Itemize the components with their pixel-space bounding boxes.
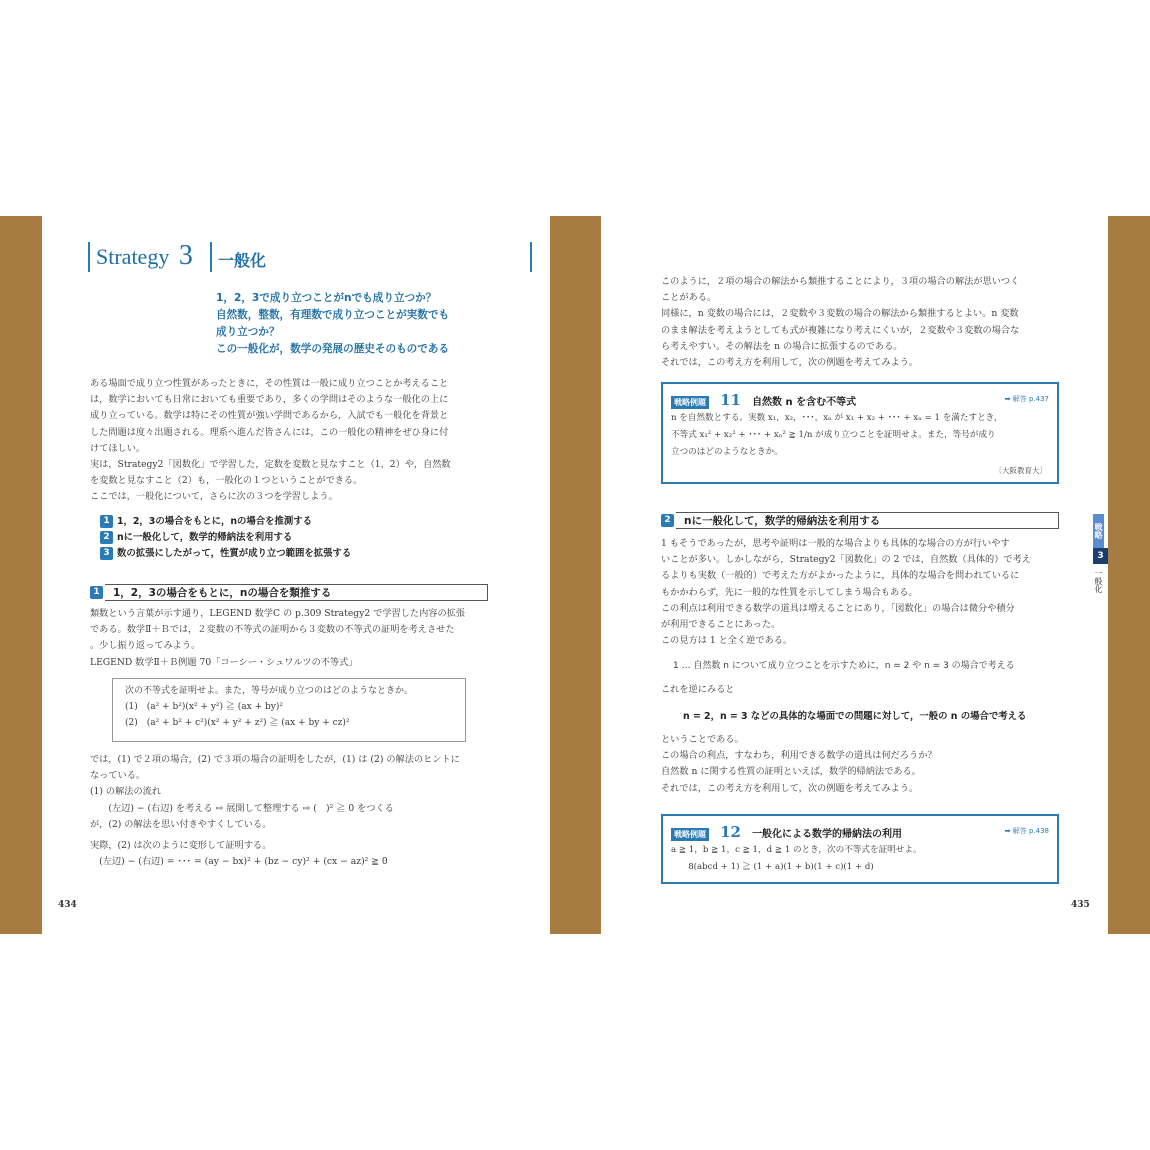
body-line: である。数学Ⅱ＋Ｂでは，２変数の不等式の証明から３変数の不等式の証明を考えさせた [90, 624, 455, 636]
body-line: (1) の解法の流れ [90, 786, 162, 798]
heading-rule-mid [210, 242, 212, 272]
example-line: a ≧ 1，b ≧ 1，c ≧ 1，d ≧ 1 のとき，次の不等式を証明せよ。 [671, 845, 922, 855]
points-list [100, 514, 351, 562]
problem-line: 次の不等式を証明せよ。また，等号が成り立つのはどのようなときか。 [125, 686, 414, 696]
body-line: 実は，Strategy2「図数化」で学習した，定数を変数と見なすこと（1，2）や，自然数 [90, 459, 451, 471]
body-line: それでは，この考え方を利用して，次の例題を考えてみよう。 [661, 357, 919, 369]
body-line: 同様に，n 変数の場合には，２変数や３変数の場合の解法から類推するとよい。n 変数 [661, 308, 1019, 320]
section-1-body [90, 606, 465, 671]
example-line: 不等式 x₁² + x₂² + ･･･ + xₙ² ≧ 1/n が成り立つことを証明せよ。また，等号が成り [671, 430, 996, 440]
side-tab [1093, 514, 1108, 598]
page-number: 435 [1071, 900, 1090, 910]
example-body [671, 410, 1049, 461]
body-line: 類数という言葉が示す通り，LEGEND 数学C の p.309 Strategy2 で学習した内容の拡張 [90, 608, 466, 619]
example-11-box [661, 382, 1059, 484]
strategy-label [96, 240, 193, 272]
body-line: のまま解法を考えようとしても式が複雑になり考えにくいが，２変数や３変数の場合な [661, 324, 1020, 336]
body-line: るよりも実数（一般的）で考えた方がよかったように，具体的な場合を問われているに [661, 570, 1020, 582]
point-item [100, 514, 351, 530]
example-line: 立つのはどのようなときか。 [671, 447, 783, 457]
point-badge: 1 [100, 515, 113, 528]
heading-rule-left [88, 242, 90, 272]
heading-rule-right [530, 242, 532, 272]
body-line: 自然数 n に関する性質の証明といえば，数学的帰納法である。 [661, 766, 921, 778]
body-line: けてほしい。 [90, 442, 146, 454]
intro-line: 成り立つか？ [216, 326, 280, 338]
body-line: (左辺) − (右辺) を考える ⇨ 展開して整理する ⇨ ( )² ≧ 0 をつくる [90, 802, 394, 814]
left-inner-edge [550, 216, 601, 934]
example-tag: 戦略例題 [671, 828, 709, 841]
body-line: この場合の利点，すなわち，利用できる数学の道具は何だろうか？ [661, 750, 937, 762]
strategy-word: Strategy [96, 244, 170, 269]
section-badge: 2 [661, 514, 674, 527]
body-line: ここでは，一般化について，さらに次の３つを学習しよう。 [90, 491, 338, 503]
body-line: 実際，(2) は次のように変形して証明する。 [90, 840, 272, 851]
body-line: ある場面で成り立つ性質があったときに，その性質は一般に成り立つことか考えること [90, 378, 449, 389]
intro-block [216, 290, 449, 358]
body-line: が，(2) の解法を思い付きやすくしている。 [90, 818, 272, 830]
example-header [671, 822, 1049, 840]
body-line: では，(1) で２項の場合，(2) で３項の場合の証明をしたが，(1) は (2) の解法のヒントに [90, 754, 460, 765]
body-line: もかかわらず，先に一般的な性質を示してしまう場合もある。 [661, 586, 918, 598]
example-body [671, 842, 1049, 876]
body-line: LEGEND 数学Ⅱ＋Ｂ例題 70「コーシー・シュワルツの不等式」 [90, 656, 358, 668]
body-line: この見方は 1 と全く逆である。 [661, 635, 793, 647]
example-header [671, 390, 1049, 408]
point-item [100, 530, 351, 546]
left-page [42, 216, 550, 934]
right-top-text [661, 274, 1019, 371]
side-tab-label: 一般化 [1094, 569, 1103, 593]
side-tab-number: 3 [1093, 548, 1108, 564]
example-line: 8(abcd + 1) ≧ (1 + a)(1 + b)(1 + c)(1 + d) [671, 862, 874, 872]
example-tag: 戦略例題 [671, 396, 709, 409]
after-box-text [90, 752, 460, 833]
problem-box [112, 678, 466, 742]
actual-text [90, 838, 388, 870]
left-outer-edge [0, 216, 42, 934]
body-line: を変数と見なすこと（2）も，一般化の１つということができる。 [90, 475, 363, 487]
body-text [90, 376, 510, 506]
point-badge: 2 [100, 531, 113, 544]
page-title: 一般化 [218, 251, 267, 270]
answer-ref: ➡ 解答 p.438 [1004, 827, 1049, 835]
body-line: 成り立っている。数学は特にその性質が強い学問であるから，入試でも一般化を背景と [90, 410, 449, 422]
body-line: 1 もそうであったが，思考や証明は一般的な場合よりも具体的な場合の方が行いやす [661, 538, 1010, 549]
body-line: この利点は利用できる数学の道具は増えることにあり，「図数化」の場合は微分や積分 [661, 602, 1015, 614]
section-title: 1，2，3の場合をもとに，nの場合を類推する [105, 584, 488, 601]
example-title: 自然数 n を含む不等式 [752, 397, 857, 408]
section-2-body [661, 536, 1031, 649]
problem-line: (1) (a² + b²)(x² + y²) ≧ (ax + by)² [125, 702, 283, 713]
point-item [100, 546, 351, 562]
body-line: ことがある。 [661, 292, 717, 304]
body-line: それでは，この考え方を利用して，次の例題を考えてみよう。 [661, 782, 919, 794]
point-badge: 3 [100, 547, 113, 560]
example-number: 11 [720, 391, 741, 409]
flow-line-1: 1 … 自然数 n について成り立つことを示すために，n = 2 や n = 3 の場合で考える [673, 661, 1015, 671]
point-text: nに一般化して，数学的帰納法を利用する [117, 532, 293, 543]
right-page [601, 216, 1108, 934]
strategy-number: 3 [178, 240, 193, 271]
strategy-heading [88, 240, 538, 276]
body-line: が利用できることにあった。 [661, 619, 781, 631]
body-line: このように，２項の場合の解法から類推することにより，３項の場合の解法が思いつく [661, 276, 1020, 287]
example-line: n を自然数とする。実数 x₁，x₂，･･･，xₙ が x₁ + x₂ + ･･･ + xₙ = 1 を満たすとき， [671, 413, 1003, 423]
flow-line-3: n = 2，n = 3 などの具体的な場面での問題に対して，一般の n の場合で考える [683, 711, 1027, 722]
section-badge: 1 [90, 586, 103, 599]
example-12-box [661, 814, 1059, 884]
section-title: nに一般化して，数学的帰納法を利用する [676, 512, 1059, 529]
page-number: 434 [58, 900, 77, 910]
side-tab-top: 戦略 [1093, 514, 1104, 548]
example-source: 〔大阪教育大〕 [994, 466, 1047, 475]
example-title: 一般化による数学的帰納法の利用 [752, 829, 903, 840]
intro-line: 自然数，整数，有理数で成り立つことが実数でも [216, 309, 450, 321]
body-line: ということである。 [661, 734, 744, 745]
body-line: 。少し振り返ってみよう。 [90, 640, 201, 652]
after-flow-text [661, 732, 937, 797]
right-outer-edge [1108, 216, 1150, 934]
flow-line-2: これを逆にみると [661, 684, 735, 695]
point-text: 数の拡張にしたがって，性質が成り立つ範囲を拡張する [117, 548, 352, 559]
body-line: なっている。 [90, 770, 146, 782]
intro-line: 1，2，3で成り立つことがnでも成り立つか？ [216, 292, 437, 304]
answer-ref: ➡ 解答 p.437 [1004, 395, 1049, 403]
body-line: ら考えやすい。その解法を n の場合に拡張するのである。 [661, 340, 903, 352]
body-line: いことが多い。しかしながら，Strategy2「図数化」の 2 では，自然数（具体的）で考え [661, 554, 1031, 566]
point-text: 1，2，3の場合をもとに，nの場合を推測する [117, 516, 312, 527]
body-line: した問題は度々出題される。理系へ進んだ皆さんには，この一般化の精神をぜひ身に付 [90, 426, 449, 438]
intro-line: この一般化が，数学の発展の歴史そのものである [216, 343, 450, 355]
body-line: は，数学においても日常においても重要であり，多くの学問はそのような一般化の上に [90, 394, 449, 406]
example-number: 12 [720, 823, 741, 841]
problem-line: (2) (a² + b² + c²)(x² + y² + z²) ≧ (ax + by + cz)² [125, 718, 350, 729]
body-line: (左辺) − (右辺) = ･･･ = (ay − bx)² + (bz − cy)² + (cx − az)² ≧ 0 [90, 856, 388, 868]
